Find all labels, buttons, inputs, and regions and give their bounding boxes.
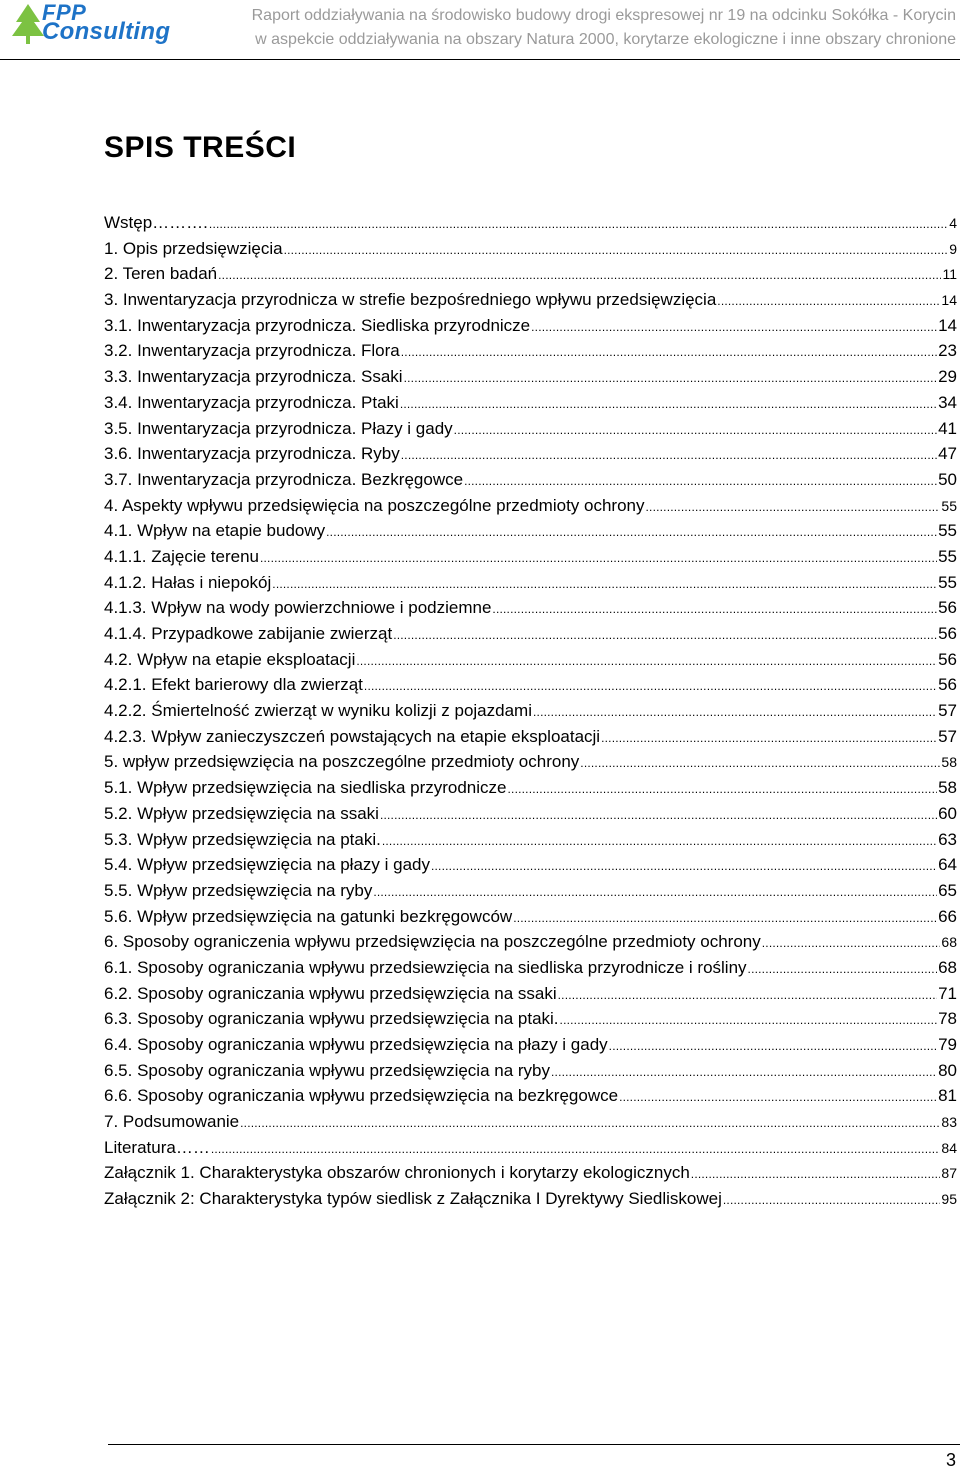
toc-entry[interactable] (104, 1083, 957, 1109)
toc-dot-leader (284, 238, 949, 264)
toc-entry[interactable] (104, 1058, 957, 1084)
toc-entry-page[interactable]: 55 (938, 546, 957, 566)
toc-entry-page[interactable]: 50 (938, 469, 957, 489)
toc-dot-leader (209, 212, 948, 238)
toc-entry-page[interactable]: 41 (938, 418, 957, 438)
toc-entry-label[interactable]: 6.5. Sposoby ograniczania wpływu przedsięwzięcia na ryby (104, 1060, 551, 1080)
toc-dot-leader (356, 649, 937, 675)
toc-dot-leader (723, 1188, 941, 1214)
toc-entry[interactable] (104, 672, 957, 698)
toc-entry-page[interactable]: 79 (938, 1035, 957, 1054)
page-number: 3 (945, 1450, 956, 1470)
toc-entry-page[interactable]: 11 (942, 266, 957, 283)
logo-text-consulting: Consulting (42, 18, 171, 45)
toc-dot-leader (531, 315, 937, 341)
toc-entry-label[interactable]: Załącznik 2: Charakterystyka typów siedlisk z Załącznika I Dyrektywy Siedliskowej (104, 1189, 722, 1209)
toc-entry-page[interactable]: 47 (938, 444, 957, 464)
document-title-line-2: w aspekcie oddziaływania na obszary Natura 2000, korytarze ekologiczne i inne obszary chronione (255, 31, 956, 48)
toc-entry-page[interactable]: 57 (938, 701, 957, 721)
toc-dot-leader (601, 726, 937, 752)
toc-entry[interactable] (104, 570, 957, 596)
toc-dot-leader (533, 700, 937, 726)
toc-entry[interactable] (104, 338, 957, 364)
toc-entry-label[interactable]: 5.4. Wpływ przedsięwzięcia na płazy i gady (104, 855, 430, 875)
toc-entry-label[interactable]: 6.6. Sposoby ograniczania wpływu przedsięwzięcia na bezkręgowce (104, 1086, 619, 1106)
toc-entry-label[interactable]: 6.3. Sposoby ograniczania wpływu przedsięwzięcia na ptaki. (104, 1009, 559, 1029)
document-title (186, 4, 956, 52)
toc-entry-page[interactable]: 56 (938, 675, 957, 695)
toc-entry-page[interactable]: 56 (938, 598, 957, 618)
toc-entry-label[interactable]: 4.2. Wpływ na etapie eksploatacji (104, 649, 356, 669)
toc-entry[interactable] (104, 364, 957, 390)
toc-entry-page[interactable]: 81 (938, 1086, 957, 1106)
toc-entry-page[interactable]: 55 (941, 497, 957, 514)
toc-entry-label[interactable]: 4.2.3. Wpływ zanieczyszczeń powstających na etapie eksploatacji (104, 726, 601, 746)
toc-dot-leader (400, 392, 937, 418)
toc-entry-label[interactable]: 3. Inwentaryzacja przyrodnicza w strefie bezpośredniego wpływu przedsięwzięcia (104, 290, 717, 310)
fpp-consulting-logo (6, 0, 171, 48)
toc-entry-label[interactable]: Załącznik 1. Charakterystyka obszarów chronionych i korytarzy ekologicznych (104, 1163, 690, 1183)
toc-dot-leader (492, 597, 937, 623)
toc-dot-leader (326, 520, 937, 546)
toc-entry-label[interactable]: 4.2.2. Śmiertelność zwierząt w wyniku kolizji z pojazdami (104, 701, 532, 721)
toc-entry-page[interactable]: 84 (941, 1139, 957, 1156)
toc-entry-page[interactable]: 80 (938, 1060, 957, 1080)
toc-entry[interactable] (104, 416, 957, 442)
header-divider (0, 59, 960, 60)
toc-entry-page[interactable]: 83 (941, 1114, 957, 1131)
toc-entry-page[interactable]: 71 (938, 983, 957, 1003)
page-header (0, 0, 960, 58)
toc-entry-page[interactable]: 14 (941, 292, 957, 309)
toc-entry[interactable] (104, 827, 957, 853)
toc-dot-leader (748, 957, 938, 983)
toc-entry-label[interactable]: 5. wpływ przedsięwzięcia na poszczególne przedmioty ochrony (104, 752, 580, 772)
toc-entry[interactable] (104, 518, 957, 544)
toc-dot-leader (404, 366, 937, 392)
toc-entry-label[interactable]: 3.4. Inwentaryzacja przyrodnicza. Ptaki (104, 392, 399, 412)
toc-entry-label[interactable]: 3.1. Inwentaryzacja przyrodnicza. Siedliska przyrodnicze (104, 315, 531, 335)
toc-entry[interactable] (104, 775, 957, 801)
toc-entry-label[interactable]: 4.1.2. Hałas i niepokój (104, 572, 272, 592)
toc-entry[interactable] (104, 749, 957, 775)
toc-entry[interactable] (104, 261, 957, 287)
toc-dot-leader (240, 1111, 940, 1137)
toc-entry[interactable] (104, 1135, 957, 1161)
toc-dot-leader (717, 289, 940, 315)
toc-entry-label[interactable]: 3.7. Inwentaryzacja przyrodnicza. Bezkręgowce (104, 469, 464, 489)
toc-dot-leader (454, 418, 937, 444)
document-title-line-1: Raport oddziaływania na środowisko budowy drogi ekspresowej nr 19 na odcinku Sokółka - Korycin (251, 7, 956, 24)
toc-dot-leader (393, 623, 937, 649)
toc-entry-label[interactable]: 5.3. Wpływ przedsięwzięcia na ptaki. (104, 829, 381, 849)
toc-entry[interactable] (104, 467, 957, 493)
toc-dot-leader (551, 1060, 937, 1086)
toc-entry[interactable] (104, 981, 957, 1007)
toc-entry-page[interactable]: 56 (938, 649, 957, 669)
toc-heading: SPIS TREŚCI (104, 131, 297, 164)
toc-entry[interactable] (104, 621, 957, 647)
toc-entry[interactable] (104, 724, 957, 750)
toc-entry[interactable] (104, 1032, 957, 1058)
toc-dot-leader (513, 906, 937, 932)
toc-entry-label[interactable]: 6.1. Sposoby ograniczania wpływu przedsiewzięcia na siedliska przyrodnicze i rośliny (104, 957, 747, 977)
toc-dot-leader (211, 1137, 941, 1163)
toc-dot-leader (401, 443, 937, 469)
toc-entry-page[interactable]: 60 (938, 803, 957, 823)
toc-entry-page[interactable]: 9 (949, 240, 957, 257)
toc-entry[interactable] (104, 698, 957, 724)
toc-entry[interactable] (104, 647, 957, 673)
toc-entry[interactable] (104, 955, 957, 981)
toc-entry[interactable] (104, 904, 957, 930)
toc-dot-leader (508, 777, 938, 803)
toc-entry-page[interactable]: 63 (938, 829, 957, 849)
toc-entry-label[interactable]: Literatura…… (104, 1137, 210, 1157)
toc-entry-page[interactable]: 29 (938, 367, 957, 387)
toc-dot-leader (464, 469, 937, 495)
toc-entry-label[interactable]: 7. Podsumowanie (104, 1112, 240, 1132)
toc-entry[interactable] (104, 852, 957, 878)
toc-entry[interactable] (104, 929, 957, 955)
toc-entry[interactable] (104, 236, 957, 262)
toc-entry-page[interactable]: 55 (938, 521, 957, 541)
toc-entry-page[interactable]: 64 (938, 855, 957, 875)
toc-entry-label[interactable]: Wstęp………. (104, 213, 208, 232)
toc-entry-label[interactable]: 4.2.1. Efekt barierowy dla zwierząt (104, 675, 363, 695)
toc-entry-page[interactable]: 56 (938, 624, 957, 643)
toc-entry-label[interactable]: 3.6. Inwentaryzacja przyrodnicza. Ryby (104, 444, 400, 464)
toc-entry[interactable] (104, 210, 957, 236)
toc-entry-page[interactable]: 58 (941, 754, 957, 771)
toc-entry-label[interactable]: 3.2. Inwentaryzacja przyrodnicza. Flora (104, 341, 400, 361)
toc-entry-label[interactable]: 6.4. Sposoby ograniczania wpływu przedsięwzięcia na płazy i gady (104, 1035, 608, 1054)
toc-entry-label[interactable]: 5.1. Wpływ przedsięwzięcia na siedliska przyrodnicze (104, 778, 507, 798)
toc-entry-label[interactable]: 4. Aspekty wpływu przedsięwięcia na poszczególne przedmioty ochrony (104, 495, 645, 515)
toc-entry-page[interactable]: 57 (938, 726, 957, 746)
logo-text-fpp: FPP (42, 0, 87, 25)
toc-entry-label[interactable]: 5.6. Wpływ przedsięwzięcia na gatunki bezkręgowców (104, 906, 513, 926)
toc-dot-leader (762, 931, 941, 957)
toc-entry-label[interactable]: 6. Sposoby ograniczenia wpływu przedsięwzięcia na poszczególne przedmioty ochrony (104, 932, 761, 952)
toc-entry-label[interactable]: 6.2. Sposoby ograniczania wpływu przedsięwzięcia na ssaki (104, 983, 557, 1003)
toc-dot-leader (364, 674, 937, 700)
toc-entry-label[interactable]: 4.1.1. Zajęcie terenu (104, 546, 259, 566)
toc-dot-leader (382, 829, 937, 855)
toc-entry-label[interactable]: 3.5. Inwentaryzacja przyrodnicza. Płazy i gady (104, 418, 453, 438)
toc-entry-page[interactable]: 4 (949, 215, 957, 231)
toc-entry-page[interactable]: 95 (941, 1191, 957, 1208)
toc-entry-page[interactable]: 58 (938, 778, 957, 798)
toc-entry-page[interactable]: 66 (938, 906, 957, 926)
toc-dot-leader (560, 1008, 938, 1034)
toc-dot-leader (380, 803, 937, 829)
toc-entry[interactable] (104, 595, 957, 621)
toc-dot-leader (619, 1085, 937, 1111)
toc-dot-leader (431, 854, 937, 880)
toc-entry[interactable] (104, 1160, 957, 1186)
toc-dot-leader (691, 1162, 941, 1188)
toc-entry[interactable] (104, 390, 957, 416)
toc-entry-page[interactable]: 14 (938, 315, 957, 335)
toc-entry-label[interactable]: 3.3. Inwentaryzacja przyrodnicza. Ssaki (104, 367, 403, 387)
toc-entry-label[interactable]: 4.1.3. Wpływ na wody powierzchniowe i podziemne (104, 598, 492, 618)
toc-entry[interactable] (104, 441, 957, 467)
toc-entry-page[interactable]: 23 (938, 341, 957, 361)
toc-entry[interactable] (104, 1109, 957, 1135)
toc-dot-leader (272, 572, 937, 598)
toc-entry[interactable] (104, 801, 957, 827)
toc-dot-leader (218, 263, 941, 289)
toc-entry[interactable] (104, 1186, 957, 1212)
toc-entry-page[interactable]: 78 (938, 1009, 957, 1029)
toc-entry[interactable] (104, 287, 957, 313)
toc-dot-leader (373, 880, 937, 906)
toc-entry[interactable] (104, 1006, 957, 1032)
toc-entry-page[interactable]: 34 (938, 392, 957, 412)
toc-entry[interactable] (104, 878, 957, 904)
toc-dot-leader (558, 983, 937, 1009)
toc-dot-leader (401, 340, 937, 366)
toc-entry-label[interactable]: 4.1. Wpływ na etapie budowy (104, 521, 326, 541)
toc-entry-label[interactable]: 5.2. Wpływ przedsięwzięcia na ssaki (104, 803, 379, 823)
toc-entry[interactable] (104, 493, 957, 519)
toc-dot-leader (260, 546, 937, 572)
toc-entry-page[interactable]: 55 (938, 572, 957, 592)
toc-entry-label[interactable]: 5.5. Wpływ przedsięwzięcia na ryby (104, 880, 373, 900)
toc-entry-page[interactable]: 68 (941, 934, 957, 951)
toc-dot-leader (580, 751, 940, 777)
table-of-contents (104, 210, 957, 1212)
toc-dot-leader (609, 1034, 937, 1060)
toc-entry-label[interactable]: 2. Teren badań (104, 264, 218, 284)
toc-entry-page[interactable]: 87 (941, 1165, 957, 1182)
toc-dot-leader (646, 495, 941, 521)
toc-entry-label[interactable]: 4.1.4. Przypadkowe zabijanie zwierząt (104, 624, 393, 643)
footer-divider (108, 1444, 960, 1445)
toc-entry-label[interactable]: 1. Opis przedsięwzięcia (104, 238, 283, 258)
toc-entry[interactable] (104, 313, 957, 339)
toc-entry-page[interactable]: 68 (938, 957, 957, 977)
toc-entry[interactable] (104, 544, 957, 570)
toc-entry-page[interactable]: 65 (938, 880, 957, 900)
